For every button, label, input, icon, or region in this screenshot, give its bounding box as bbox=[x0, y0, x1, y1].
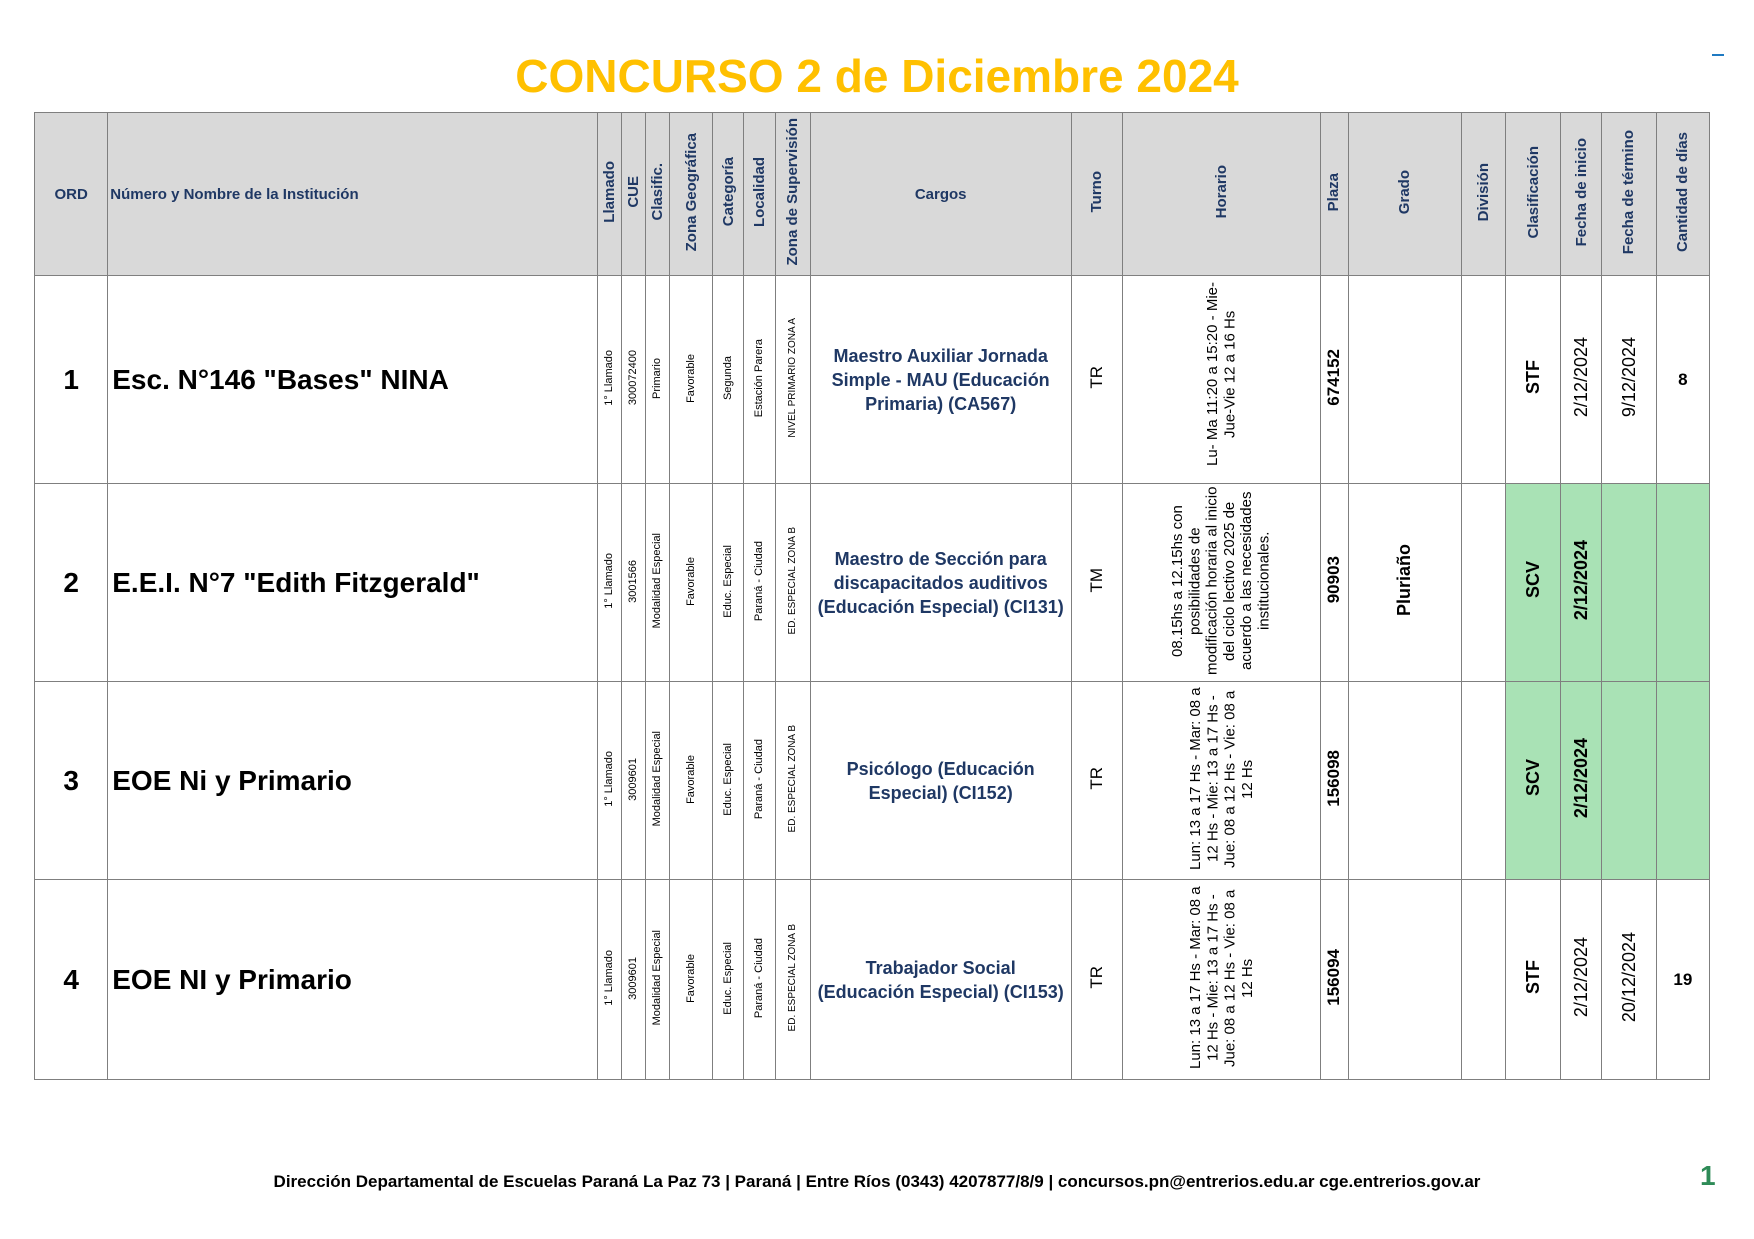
cell-cue-text: 300072400 bbox=[627, 350, 640, 406]
cell-institucion: E.E.I. N°7 "Edith Fitzgerald" bbox=[108, 484, 598, 682]
cell-plaza bbox=[1320, 682, 1348, 880]
cell-cargo: Maestro de Sección para discapacitados auditivos (Educación Especial) (CI131) bbox=[810, 484, 1071, 682]
cell-turno-text: TR bbox=[1086, 365, 1106, 389]
cell-division bbox=[1462, 276, 1506, 484]
cell-horario bbox=[1122, 682, 1320, 880]
header-zona-sup-label: Zona de Supervisión bbox=[784, 118, 802, 266]
cell-clasificacion bbox=[1506, 276, 1561, 484]
header-clasificacion-label: Clasificación bbox=[1524, 145, 1542, 239]
cell-turno-text: TR bbox=[1086, 766, 1106, 790]
cell-clasificacion bbox=[1506, 682, 1561, 880]
cell-turno-text: TR bbox=[1086, 965, 1106, 989]
header-fecha-inicio-label: Fecha de inicio bbox=[1572, 137, 1590, 247]
cell-fecha-inicio-text: 2/12/2024 bbox=[1571, 336, 1592, 418]
header-cantidad-dias bbox=[1656, 113, 1709, 276]
cell-zona-geo-text: Favorable bbox=[684, 754, 697, 804]
cell-localidad-text: Paraná - Ciudad bbox=[753, 540, 766, 622]
header-horario bbox=[1122, 113, 1320, 276]
cell-localidad bbox=[744, 484, 775, 682]
cell-turno bbox=[1071, 880, 1122, 1080]
cell-horario-text: Lu- Ma 11:20 a 15:20 - Mie-Jue-Vie 12 a 16 Hs bbox=[1203, 282, 1239, 466]
header-cargos: Cargos bbox=[810, 113, 1071, 276]
cell-institucion: EOE Ni y Primario bbox=[108, 682, 598, 880]
cell-plaza bbox=[1320, 276, 1348, 484]
cell-zona-geo bbox=[670, 880, 713, 1080]
cell-division bbox=[1462, 880, 1506, 1080]
header-cue bbox=[622, 113, 646, 276]
cell-horario-text: 08.15hs a 12.15hs con posibilidades de modificación horaria al inicio del ciclo lectivo 2025 de acuerdo a las necesidades institucionales. bbox=[1169, 486, 1273, 675]
cell-llamado bbox=[598, 484, 622, 682]
cell-plaza-text: 674152 bbox=[1324, 348, 1344, 406]
cell-fecha-inicio-text: 2/12/2024 bbox=[1571, 737, 1592, 819]
cell-fecha-inicio bbox=[1561, 276, 1602, 484]
page-title: CONCURSO 2 de Diciembre 2024 bbox=[515, 50, 1239, 102]
cell-clasificacion-text: SCV bbox=[1522, 759, 1543, 797]
cell-plaza bbox=[1320, 484, 1348, 682]
cell-horario-text: Lun: 13 a 17 Hs - Mar: 08 a 12 Hs - Mie: 13 a 17 Hs - Jue: 08 a 12 Hs - Vie: 08 a 12 Hs bbox=[1186, 886, 1256, 1070]
cell-cue bbox=[622, 276, 646, 484]
table-row bbox=[35, 880, 1710, 1080]
cell-plaza-text: 156098 bbox=[1324, 749, 1344, 807]
header-zona-geo bbox=[670, 113, 713, 276]
cell-clasificacion-text: STF bbox=[1522, 960, 1543, 994]
cell-clasific-text: Primario bbox=[651, 357, 664, 399]
cell-fecha-termino bbox=[1602, 484, 1656, 682]
header-categoria-label: Categoría bbox=[719, 157, 737, 227]
cell-llamado-text: 1° Llamado bbox=[603, 553, 616, 609]
header-division bbox=[1462, 113, 1506, 276]
table-row bbox=[35, 682, 1710, 880]
cell-fecha-inicio-text: 2/12/2024 bbox=[1571, 539, 1592, 621]
cell-cantidad-dias bbox=[1656, 484, 1709, 682]
cell-clasificacion-text: SCV bbox=[1522, 561, 1543, 599]
header-zona-sup bbox=[775, 113, 810, 276]
header-grado bbox=[1348, 113, 1461, 276]
cell-ord: 4 bbox=[35, 880, 108, 1080]
header-cue-label: CUE bbox=[624, 176, 642, 208]
cell-zona-sup bbox=[775, 484, 810, 682]
cell-turno bbox=[1071, 682, 1122, 880]
header-turno-label: Turno bbox=[1088, 171, 1106, 213]
header-division-label: División bbox=[1474, 162, 1492, 222]
cell-localidad-text: Paraná - Ciudad bbox=[753, 738, 766, 820]
header-categoria bbox=[713, 113, 744, 276]
cell-turno bbox=[1071, 276, 1122, 484]
cell-plaza-text: 156094 bbox=[1324, 948, 1344, 1006]
cell-cue-text: 3009601 bbox=[627, 956, 640, 1000]
corner-dash-mark bbox=[1712, 54, 1724, 56]
cell-division bbox=[1462, 484, 1506, 682]
cell-zona-sup-text: ED. ESPECIAL ZONA B bbox=[786, 924, 798, 1032]
cell-zona-sup-text: ED. ESPECIAL ZONA B bbox=[786, 527, 798, 635]
cell-turno-text: TM bbox=[1086, 567, 1106, 593]
cell-llamado bbox=[598, 880, 622, 1080]
cell-fecha-termino-text: 9/12/2024 bbox=[1618, 336, 1639, 418]
cell-llamado-text: 1° Llamado bbox=[603, 350, 616, 406]
cell-cue bbox=[622, 682, 646, 880]
cell-division bbox=[1462, 682, 1506, 880]
page-number: 1 bbox=[1700, 1160, 1716, 1191]
header-localidad-label: Localidad bbox=[750, 156, 768, 227]
cell-zona-sup-text: NIVEL PRIMARIO ZONA A bbox=[786, 318, 798, 438]
header-llamado-label: Llamado bbox=[600, 161, 618, 223]
header-fecha-termino bbox=[1602, 113, 1656, 276]
cell-categoria-text: Educ. Especial bbox=[722, 544, 735, 618]
header-plaza-label: Plaza bbox=[1325, 172, 1343, 212]
cell-cue bbox=[622, 484, 646, 682]
cell-zona-sup bbox=[775, 276, 810, 484]
header-clasific-label: Clasific. bbox=[649, 163, 667, 221]
cell-institucion: EOE NI y Primario bbox=[108, 880, 598, 1080]
cell-clasificacion bbox=[1506, 484, 1561, 682]
header-grado-label: Grado bbox=[1396, 169, 1414, 215]
header-row bbox=[35, 113, 1710, 276]
cell-cargo: Trabajador Social (Educación Especial) (CI153) bbox=[810, 880, 1071, 1080]
cell-cantidad-dias: 8 bbox=[1656, 276, 1709, 484]
cell-zona-geo bbox=[670, 276, 713, 484]
footer-contact: Dirección Departamental de Escuelas Paraná La Paz 73 | Paraná | Entre Ríos (0343) 4207877/8/9 | concursos.pn@entrerios.edu.ar cge.entrerios.gov.ar bbox=[273, 1172, 1481, 1191]
cell-categoria bbox=[713, 880, 744, 1080]
cell-fecha-termino bbox=[1602, 682, 1656, 880]
cell-fecha-inicio bbox=[1561, 682, 1602, 880]
cell-localidad bbox=[744, 880, 775, 1080]
header-clasific bbox=[646, 113, 670, 276]
cell-categoria bbox=[713, 682, 744, 880]
header-ord: ORD bbox=[35, 113, 108, 276]
cell-zona-geo-text: Favorable bbox=[684, 353, 697, 403]
cell-cantidad-dias: 19 bbox=[1656, 880, 1709, 1080]
cell-institucion: Esc. N°146 "Bases" NINA bbox=[108, 276, 598, 484]
cell-localidad-text: Paraná - Ciudad bbox=[753, 937, 766, 1019]
cell-clasific-text: Modalidad Especial bbox=[651, 731, 664, 827]
concurso-table bbox=[34, 112, 1710, 1080]
cell-fecha-inicio bbox=[1561, 880, 1602, 1080]
cell-horario bbox=[1122, 880, 1320, 1080]
cell-ord: 1 bbox=[35, 276, 108, 484]
header-llamado bbox=[598, 113, 622, 276]
cell-horario bbox=[1122, 484, 1320, 682]
cell-zona-sup bbox=[775, 682, 810, 880]
cell-zona-geo-text: Favorable bbox=[684, 953, 697, 1003]
header-zona-geo-label: Zona Geográfica bbox=[682, 132, 700, 252]
cell-localidad bbox=[744, 276, 775, 484]
cell-llamado bbox=[598, 276, 622, 484]
cell-clasific-text: Modalidad Especial bbox=[651, 930, 664, 1026]
cell-clasific bbox=[646, 682, 670, 880]
header-horario-label: Horario bbox=[1212, 165, 1230, 219]
header-turno bbox=[1071, 113, 1122, 276]
cell-zona-geo bbox=[670, 682, 713, 880]
header-localidad bbox=[744, 113, 775, 276]
cell-categoria-text: Segunda bbox=[722, 355, 735, 401]
header-clasificacion bbox=[1506, 113, 1561, 276]
cell-clasific-text: Modalidad Especial bbox=[651, 533, 664, 629]
cell-grado bbox=[1348, 880, 1461, 1080]
cell-llamado bbox=[598, 682, 622, 880]
cell-clasific bbox=[646, 276, 670, 484]
cell-cue bbox=[622, 880, 646, 1080]
table-row bbox=[35, 276, 1710, 484]
cell-cargo: Psicólogo (Educación Especial) (CI152) bbox=[810, 682, 1071, 880]
cell-cargo: Maestro Auxiliar Jornada Simple - MAU (Educación Primaria) (CA567) bbox=[810, 276, 1071, 484]
header-plaza bbox=[1320, 113, 1348, 276]
header-fecha-termino-label: Fecha de término bbox=[1620, 129, 1638, 255]
cell-llamado-text: 1° Llamado bbox=[603, 751, 616, 807]
cell-localidad-text: Estación Parera bbox=[753, 338, 766, 418]
header-fecha-inicio bbox=[1561, 113, 1602, 276]
cell-plaza bbox=[1320, 880, 1348, 1080]
cell-clasific bbox=[646, 880, 670, 1080]
cell-llamado-text: 1° Llamado bbox=[603, 950, 616, 1006]
table-row bbox=[35, 484, 1710, 682]
cell-clasificacion bbox=[1506, 880, 1561, 1080]
cell-fecha-inicio bbox=[1561, 484, 1602, 682]
cell-fecha-termino bbox=[1602, 880, 1656, 1080]
cell-ord: 3 bbox=[35, 682, 108, 880]
cell-cue-text: 3009601 bbox=[627, 757, 640, 801]
cell-plaza-text: 90903 bbox=[1324, 556, 1344, 604]
header-institucion: Número y Nombre de la Institución bbox=[108, 113, 598, 276]
cell-fecha-termino-text: 20/12/2024 bbox=[1618, 931, 1639, 1023]
cell-zona-geo bbox=[670, 484, 713, 682]
cell-fecha-inicio-text: 2/12/2024 bbox=[1571, 936, 1592, 1018]
cell-categoria-text: Educ. Especial bbox=[722, 742, 735, 816]
cell-localidad bbox=[744, 682, 775, 880]
cell-ord: 2 bbox=[35, 484, 108, 682]
header-cantidad-dias-label: Cantidad de días bbox=[1674, 131, 1692, 253]
cell-cue-text: 3001566 bbox=[627, 559, 640, 603]
cell-clasificacion-text: STF bbox=[1522, 360, 1543, 394]
cell-categoria bbox=[713, 276, 744, 484]
cell-zona-sup bbox=[775, 880, 810, 1080]
cell-turno bbox=[1071, 484, 1122, 682]
cell-cantidad-dias bbox=[1656, 682, 1709, 880]
cell-fecha-termino bbox=[1602, 276, 1656, 484]
cell-categoria-text: Educ. Especial bbox=[722, 941, 735, 1015]
cell-grado bbox=[1348, 276, 1461, 484]
cell-grado bbox=[1348, 484, 1461, 682]
cell-clasific bbox=[646, 484, 670, 682]
cell-zona-sup-text: ED. ESPECIAL ZONA B bbox=[786, 725, 798, 833]
cell-zona-geo-text: Favorable bbox=[684, 556, 697, 606]
cell-categoria bbox=[713, 484, 744, 682]
cell-horario bbox=[1122, 276, 1320, 484]
cell-grado bbox=[1348, 682, 1461, 880]
cell-grado-text: Pluriaño bbox=[1394, 543, 1415, 616]
cell-horario-text: Lun: 13 a 17 Hs - Mar: 08 a 12 Hs - Mie: 13 a 17 Hs - Jue: 08 a 12 Hs - Vie: 08 a 12 Hs bbox=[1186, 687, 1256, 870]
